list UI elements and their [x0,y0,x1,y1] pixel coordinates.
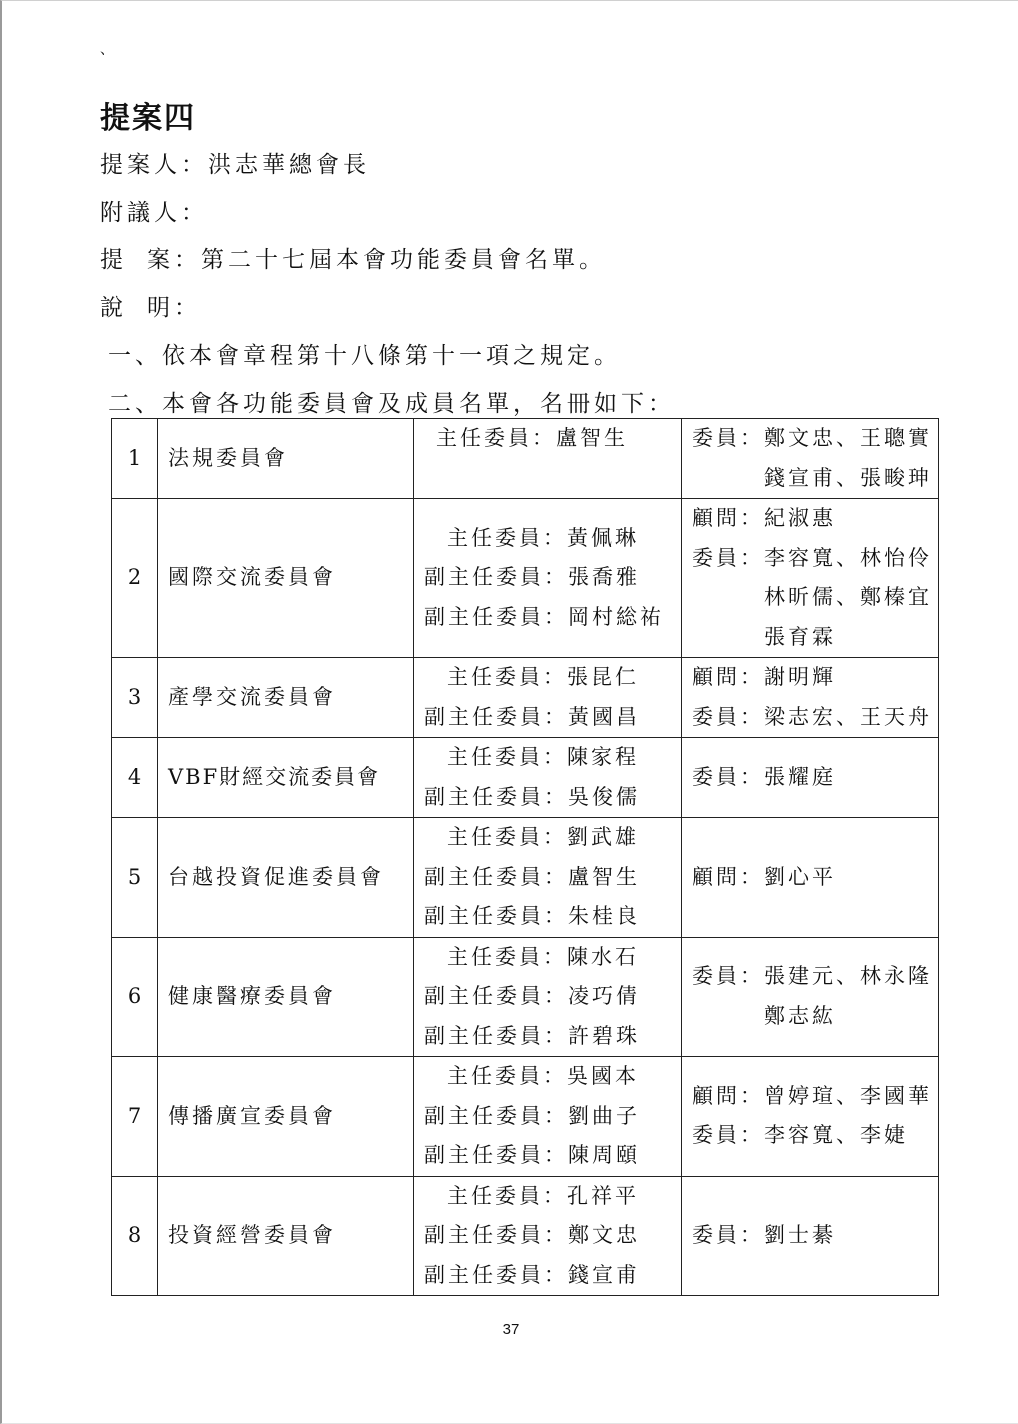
chair-line: 主任委員：陳水石 [447,944,639,969]
proposer-label: 提案人： [100,152,208,178]
committee-members [682,937,939,1057]
committee-chairs [414,937,682,1057]
committee-number: 8 [112,1176,158,1296]
committee-number: 5 [112,818,158,938]
table-row [112,419,939,499]
motion-label-b: 案： [147,247,201,273]
proposer-line [100,146,370,179]
committee-number: 3 [112,658,158,738]
committee-name: 法規委員會 [158,419,414,499]
description-item-1: 一、依本會章程第十八條第十一項之規定。 [108,343,621,369]
member-line: 顧問：紀淑惠 [692,506,836,530]
committee-table [111,418,939,1296]
committee-name: 國際交流委員會 [158,499,414,658]
committee-members [682,419,939,499]
committee-number: 7 [112,1057,158,1177]
committee-chairs [414,1176,682,1296]
page-number: 37 [502,1321,520,1338]
chair-line: 主任委員：盧智生 [436,426,628,450]
vice-chair-line: 副主任委員：岡村総祐 [424,604,664,629]
vice-chair-line: 副主任委員：黃國昌 [424,704,640,729]
committee-number: 2 [112,499,158,658]
chair-line: 主任委員：劉武雄 [447,825,639,849]
table-row [112,818,939,938]
description-line [100,289,201,322]
vice-chair-line: 副主任委員：許碧珠 [424,1023,640,1048]
vice-chair-line: 副主任委員：劉曲子 [424,1103,640,1128]
committee-chairs [414,738,682,818]
committee-chairs [414,1057,682,1177]
committee-members [682,1176,939,1296]
motion-value: 第二十七屆本會功能委員會名單。 [201,247,606,273]
chair-line: 主任委員：張昆仁 [447,665,639,689]
member-line: 委員：張建元、林永隆 [692,964,932,989]
page-title: 提案四 [100,101,196,136]
member-line: 顧問：劉心平 [692,864,836,889]
table-row [112,499,939,658]
proposer-value: 洪志華總會長 [208,152,370,178]
committee-number: 6 [112,937,158,1057]
member-line: 鄭志紘 [764,1003,836,1028]
member-line: 委員：鄭文忠、王聰實 [692,426,932,450]
table-row [112,937,939,1057]
member-line: 委員：李容寬、林怡伶 [692,545,932,570]
tick-mark: 、 [100,42,114,58]
committee-name: 健康醫療委員會 [158,937,414,1057]
member-line: 錢宣甫、張畯珅 [764,465,932,490]
member-line: 委員：張耀庭 [692,764,836,789]
committee-chairs [414,818,682,938]
vice-chair-line: 副主任委員：錢宣甫 [424,1262,640,1287]
committee-members [682,738,939,818]
committee-name: 產學交流委員會 [158,658,414,738]
chair-line: 主任委員：吳國本 [447,1064,639,1088]
table-row [112,658,939,738]
vice-chair-line: 副主任委員：凌巧倩 [424,984,640,1008]
chair-line: 主任委員：陳家程 [447,745,639,769]
motion-label-a: 提 [100,247,147,273]
committee-name: 傳播廣宣委員會 [158,1057,414,1177]
vice-chair-line: 副主任委員：盧智生 [424,864,640,889]
vice-chair-line: 副主任委員：張喬雅 [424,565,640,590]
member-line: 林昕儒、鄭榛宜 [764,585,932,609]
table-row [112,1057,939,1177]
committee-number: 1 [112,419,158,499]
committee-members [682,499,939,658]
vice-chair-line: 副主任委員：朱桂良 [424,904,640,928]
committee-members [682,658,939,738]
committee-members [682,1057,939,1177]
committee-name: VBF財經交流委員會 [158,738,414,818]
table-row [112,738,939,818]
seconder-line [100,194,208,227]
vice-chair-line: 副主任委員：鄭文忠 [424,1223,640,1247]
committee-chairs [414,499,682,658]
member-line: 委員：李容寬、李婕 [692,1123,908,1148]
desc-label-b: 明： [147,295,201,321]
committee-number: 4 [112,738,158,818]
motion-line [100,241,606,274]
member-line: 委員：劉士綦 [692,1223,836,1247]
member-line: 顧問：謝明輝 [692,665,836,689]
chair-line: 主任委員：孔祥平 [447,1183,639,1208]
committee-name: 投資經營委員會 [158,1176,414,1296]
desc-label-a: 說 [100,295,147,321]
vice-chair-line: 副主任委員：吳俊儒 [424,784,640,809]
seconder-label: 附議人： [100,200,208,226]
table-row [112,1176,939,1296]
vice-chair-line: 副主任委員：陳周頤 [424,1143,640,1167]
committee-name: 台越投資促進委員會 [158,818,414,938]
committee-members [682,818,939,938]
member-line: 顧問：曾婷瑄、李國華 [692,1083,932,1108]
member-line: 張育霖 [764,624,836,649]
chair-line: 主任委員：黃佩琳 [447,525,639,550]
member-line: 委員：梁志宏、王天舟 [692,704,932,729]
committee-chairs [414,419,682,499]
committee-chairs [414,658,682,738]
description-item-2: 二、本會各功能委員會及成員名單，名冊如下： [108,391,675,417]
